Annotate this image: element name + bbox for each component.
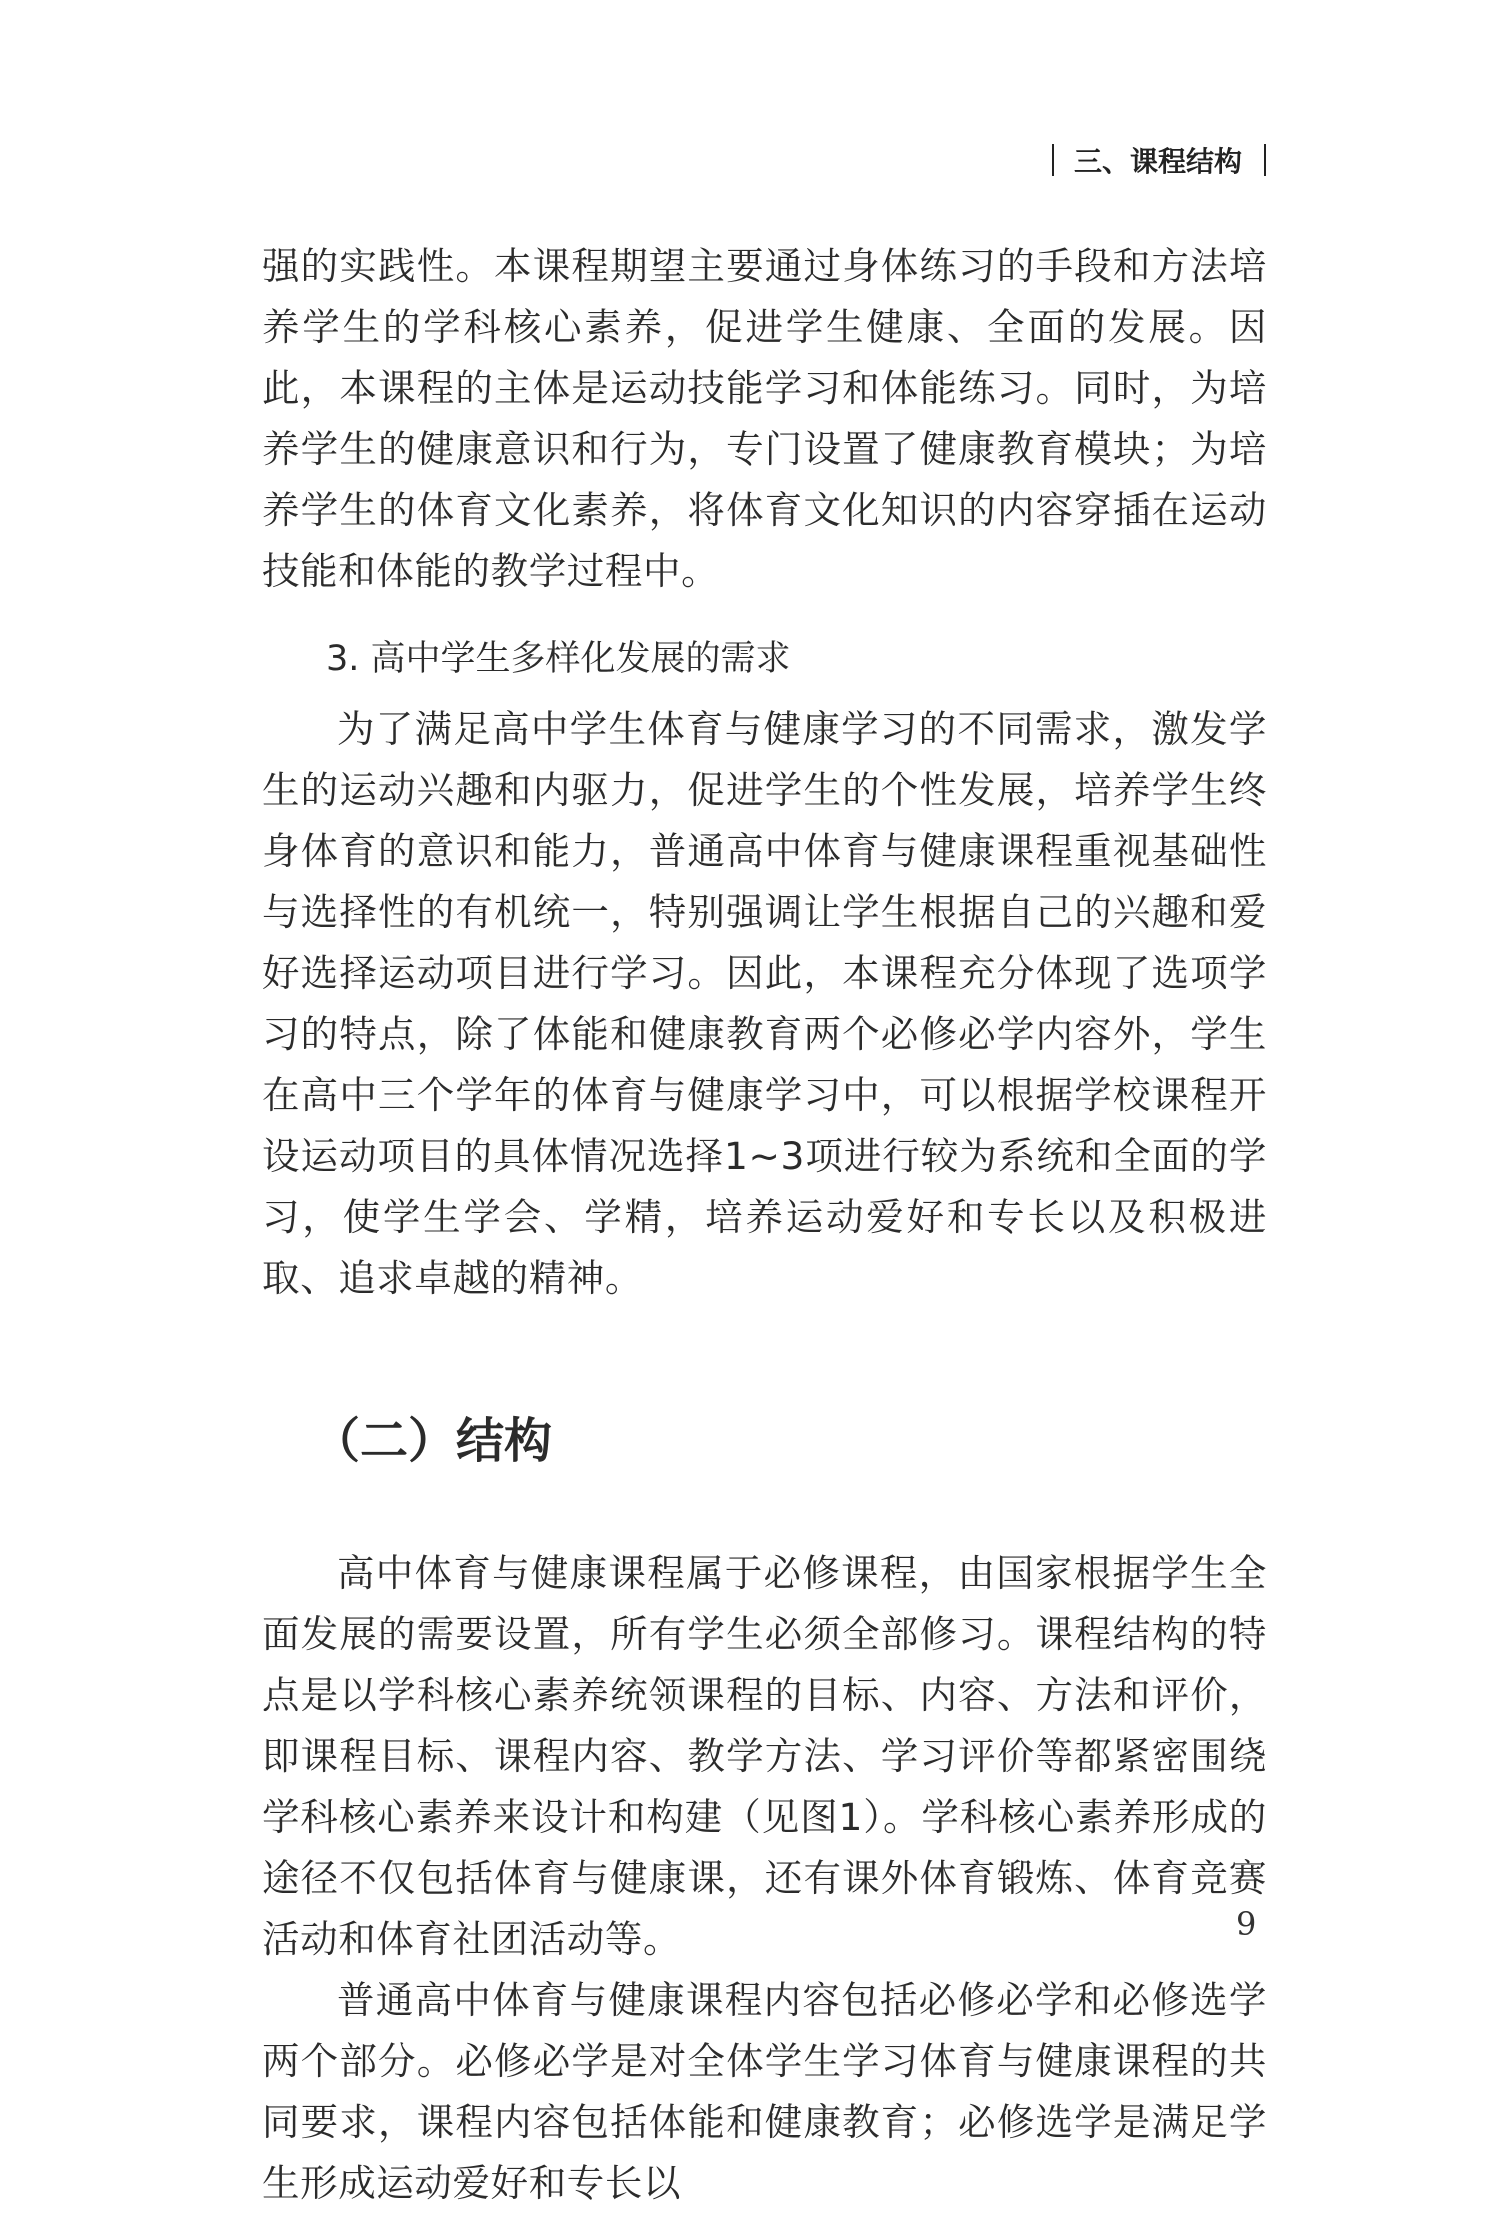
header-divider-left: [1052, 144, 1054, 176]
subsection-heading: 3. 高中学生多样化发展的需求: [326, 639, 791, 679]
section-paragraph-1: 高中体育与健康课程属于必修课程，由国家根据学生全面发展的需要设置，所有学生必须全部修习。课程结构的特点是以学科核心素养统领课程的目标、内容、方法和评价，即课程目标、课程内容、教学方法、学习评价等都紧密围绕学科核心素养来设计和构建（见图1）。学科核心素养形成的途径不仅包括体育与健康课，还有课外体育锻炼、体育竞赛活动和体育社团活动等。: [262, 1551, 1267, 1961]
header-divider-right: [1264, 144, 1266, 176]
section-paragraph-2: 普通高中体育与健康课程内容包括必修必学和必修选学两个部分。必修必学是对全体学生学习体育与健康课程的共同要求，课程内容包括体能和健康教育；必修选学是满足学生形成运动爱好和专长以: [262, 1978, 1267, 2205]
running-header: [1052, 138, 1266, 182]
running-header-title: 三、课程结构: [1073, 145, 1242, 178]
page-number: 9: [1236, 1905, 1257, 1943]
section-heading: （二）结构: [312, 1413, 553, 1469]
page-body: [262, 236, 1267, 2214]
continued-paragraph: 强的实践性。本课程期望主要通过身体练习的手段和方法培养学生的学科核心素养，促进学生健康、全面的发展。因此，本课程的主体是运动技能学习和体能练习。同时，为培养学生的健康意识和行为，专门设置了健康教育模块；为培养学生的体育文化素养，将体育文化知识的内容穿插在运动技能和体能的教学过程中。: [262, 244, 1267, 593]
subsection-paragraph: 为了满足高中学生体育与健康学习的不同需求，激发学生的运动兴趣和内驱力，促进学生的个性发展，培养学生终身体育的意识和能力，普通高中体育与健康课程重视基础性与选择性的有机统一，特别强调让学生根据自己的兴趣和爱好选择运动项目进行学习。因此，本课程充分体现了选项学习的特点，除了体能和健康教育两个必修必学内容外，学生在高中三个学年的体育与健康学习中，可以根据学校课程开设运动项目的具体情况选择1~3项进行较为系统和全面的学习，使学生学会、学精，培养运动爱好和专长以及积极进取、追求卓越的精神。: [262, 707, 1267, 1300]
